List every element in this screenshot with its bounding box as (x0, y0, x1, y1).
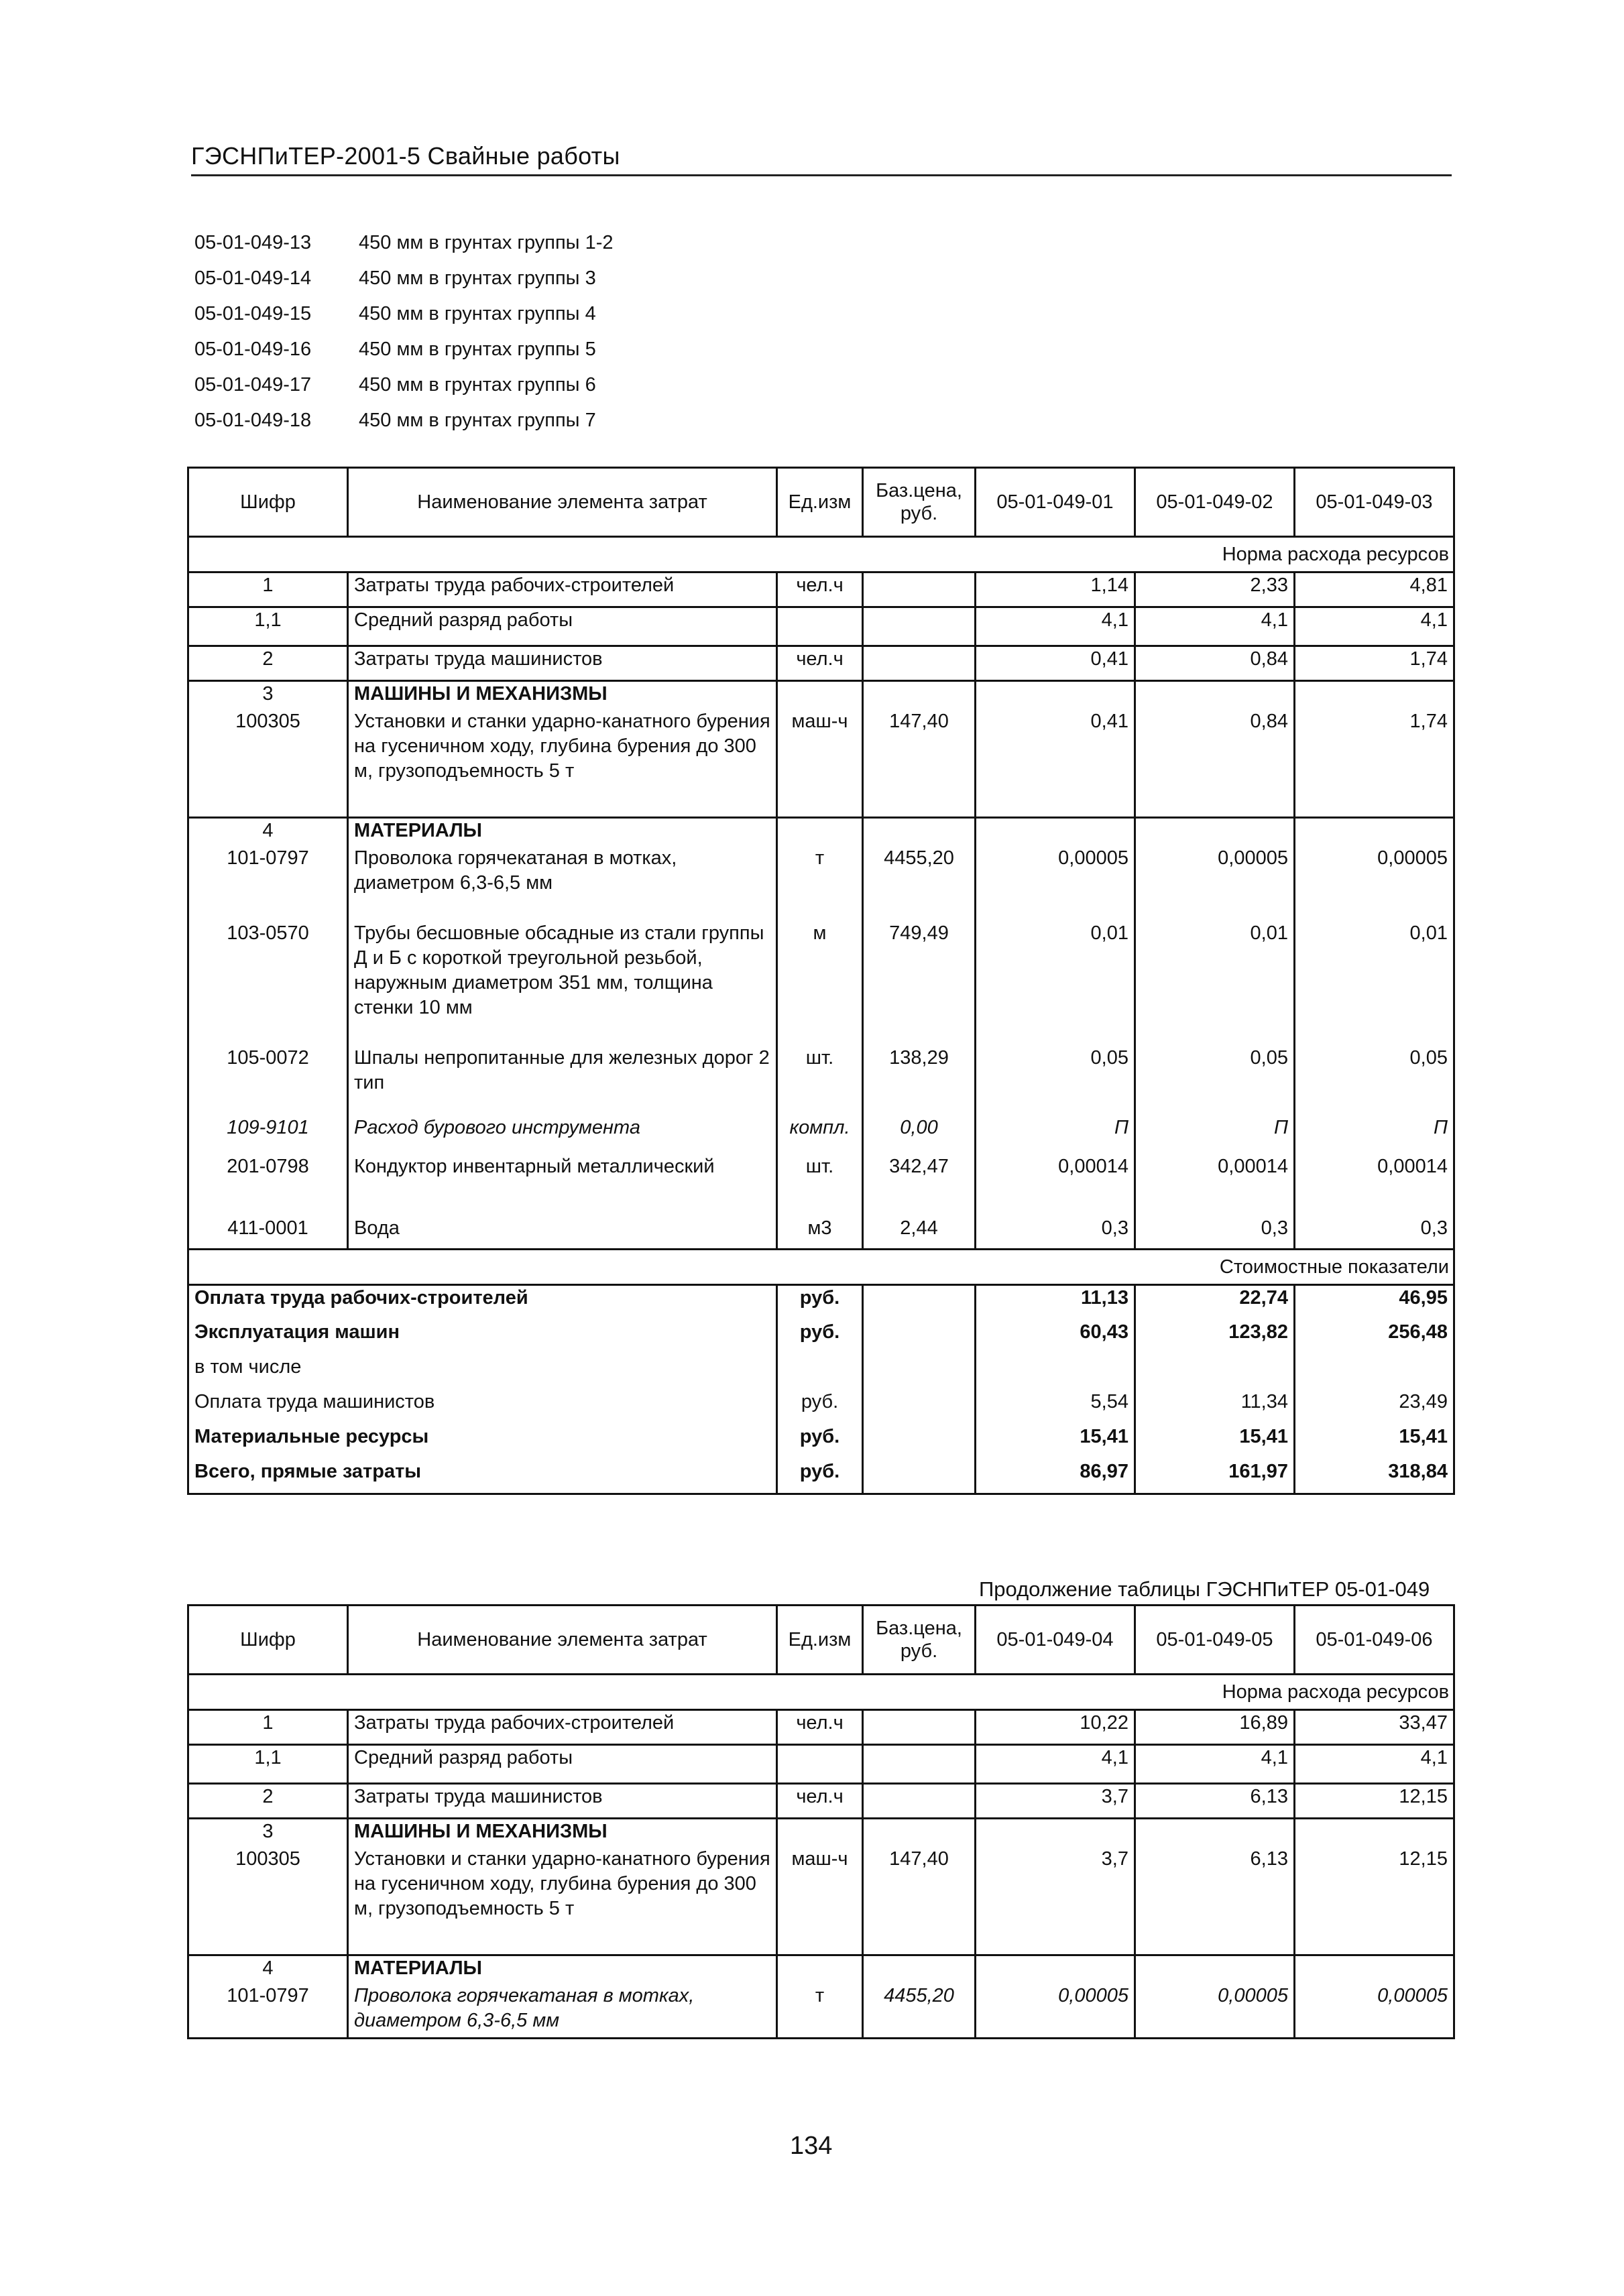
list-item: 05-01-049-15 450 мм в грунтах группы 4 (194, 303, 596, 324)
codes-list (194, 232, 613, 445)
section-row: 3 МАШИНЫ И МЕХАНИЗМЫ (188, 681, 1454, 709)
page-number: 134 (790, 2132, 833, 2160)
table-header: Шифр Наименование элемента затрат Ед.изм Баз.цена, руб. 05-01-049-01 05-01-049-02 05-01-049-03 (188, 468, 1454, 537)
table-row: 2 Затраты труда машинистов чел.ч 0,41 0,84 1,74 (188, 646, 1454, 681)
cost-label-row: Стоимостные показатели (188, 1250, 1454, 1285)
table-row: 101-0797 Проволока горячекатаная в мотках, диаметром 6,3-6,5 мм т 4455,20 0,00005 0,00005 0,00005 (188, 846, 1454, 921)
section-row: 4 МАТЕРИАЛЫ (188, 1955, 1454, 1984)
resource-table-1 (187, 467, 1455, 1495)
table-row: 100305 Установки и станки ударно-канатного бурения на гусеничном ходу, глубина бурения до 300 м, грузоподъемность 5 т маш-ч 147,40 0,41 0,84 1,74 (188, 709, 1454, 818)
table-header: Шифр Наименование элемента затрат Ед.изм Баз.цена, руб. 05-01-049-04 05-01-049-05 05-01-049-06 (188, 1606, 1454, 1675)
section-row: 3 МАШИНЫ И МЕХАНИЗМЫ (188, 1819, 1454, 1847)
summary-row: Материальные ресурсы руб. 15,41 15,41 15,41 (188, 1425, 1454, 1459)
table-row: 109-9101 Расход бурового инструмента компл. 0,00 П П П (188, 1115, 1454, 1154)
table-row: 411-0001 Вода м3 2,44 0,3 0,3 0,3 (188, 1216, 1454, 1250)
table-row: 1 Затраты труда рабочих-строителей чел.ч 1,14 2,33 4,81 (188, 572, 1454, 607)
table-row: 2 Затраты труда машинистов чел.ч 3,7 6,13 12,15 (188, 1784, 1454, 1819)
table-row: 1,1 Средний разряд работы 4,1 4,1 4,1 (188, 607, 1454, 646)
list-item: 05-01-049-13 450 мм в грунтах группы 1-2 (194, 232, 614, 253)
list-item: 05-01-049-18 450 мм в грунтах группы 7 (194, 410, 596, 431)
table-row: 1,1 Средний разряд работы 4,1 4,1 4,1 (188, 1745, 1454, 1784)
table-row: 100305 Установки и станки ударно-канатного бурения на гусеничном ходу, глубина бурения до 300 м, грузоподъемность 5 т маш-ч 147,40 3,7 6,13 12,15 (188, 1847, 1454, 1955)
summary-row: Оплата труда машинистов руб. 5,54 11,34 23,49 (188, 1390, 1454, 1425)
continuation-title: Продолжение таблицы ГЭСНПиТЕР 05-01-049 (979, 1577, 1430, 1601)
list-item: 05-01-049-17 450 мм в грунтах группы 6 (194, 374, 596, 396)
summary-row: Оплата труда рабочих-строителей руб. 11,13 22,74 46,95 (188, 1285, 1454, 1320)
list-item: 05-01-049-14 450 мм в грунтах группы 3 (194, 267, 596, 289)
section-row: 4 МАТЕРИАЛЫ (188, 818, 1454, 846)
table-row: 101-0797 Проволока горячекатаная в мотках, диаметром 6,3-6,5 мм т 4455,20 0,00005 0,00005 0,00005 (188, 1984, 1454, 2039)
summary-row: Эксплуатация машин руб. 60,43 123,82 256,48 (188, 1320, 1454, 1355)
table-row: 105-0072 Шпалы непропитанные для железных дорог 2 тип шт. 138,29 0,05 0,05 0,05 (188, 1046, 1454, 1115)
resource-table-2 (187, 1604, 1455, 2039)
norm-label-row: Норма расхода ресурсов (188, 537, 1454, 572)
norm-label-row: Норма расхода ресурсов (188, 1675, 1454, 1710)
page-header: ГЭСНПиТЕР-2001-5 Свайные работы (191, 142, 1452, 176)
summary-row: Всего, прямые затраты руб. 86,97 161,97 318,84 (188, 1459, 1454, 1494)
table-row: 201-0798 Кондуктор инвентарный металлический шт. 342,47 0,00014 0,00014 0,00014 (188, 1154, 1454, 1216)
list-item: 05-01-049-16 450 мм в грунтах группы 5 (194, 339, 596, 360)
summary-row: в том числе (188, 1355, 1454, 1390)
table-row: 1 Затраты труда рабочих-строителей чел.ч 10,22 16,89 33,47 (188, 1710, 1454, 1745)
table-row: 103-0570 Трубы бесшовные обсадные из стали группы Д и Б с короткой треугольной резьбой, наружным диаметром 351 мм, толщина стенки 10 мм м 749,49 0,01 0,01 0,01 (188, 921, 1454, 1046)
